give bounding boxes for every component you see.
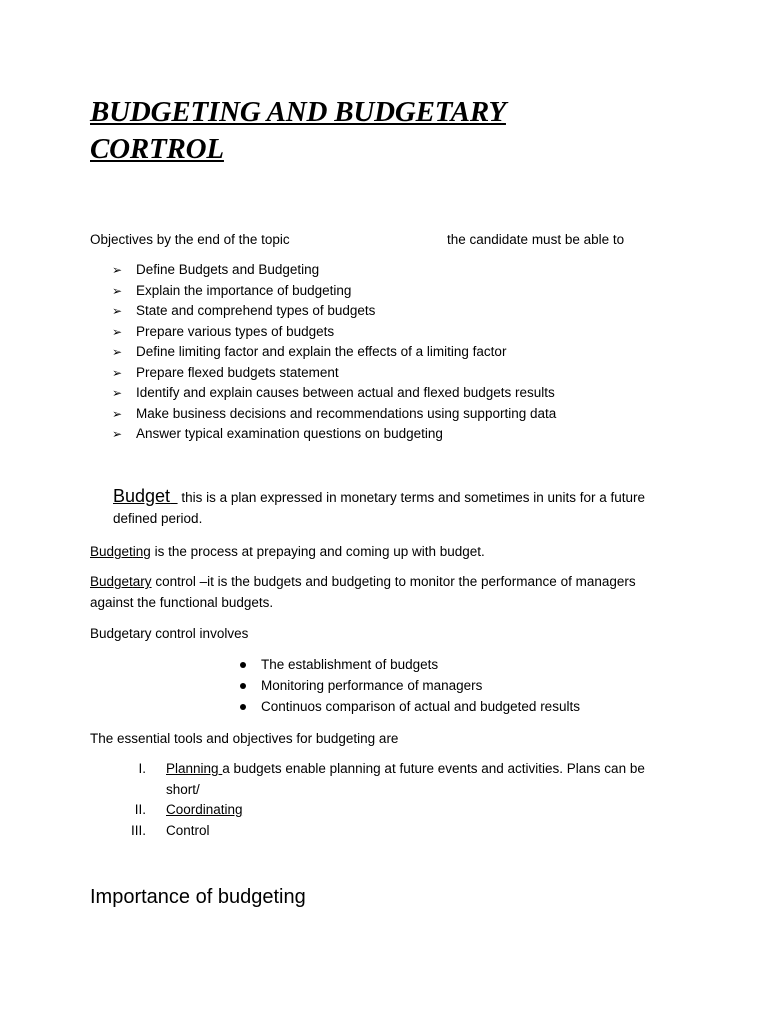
- arrowhead-bullet-icon: ➢: [112, 406, 123, 421]
- involves-list: [239, 655, 580, 718]
- round-bullet-icon: [240, 662, 246, 668]
- budgeting-term-b: ing: [132, 544, 151, 559]
- budgeting-definition: [90, 542, 670, 563]
- tool-text: Control: [166, 822, 210, 838]
- objectives-list: [112, 260, 556, 445]
- title-line-1: BUDGETING AND BUDGETARY: [90, 96, 506, 128]
- list-item: The establishment of budgets: [239, 655, 580, 676]
- list-item: Monitoring performance of managers: [239, 676, 580, 697]
- list-item: ➢ Explain the importance of budgeting: [112, 281, 556, 302]
- tools-list: [128, 759, 668, 841]
- arrowhead-bullet-icon: ➢: [112, 365, 123, 380]
- document-title: [90, 94, 506, 168]
- objectives-intro: [90, 230, 650, 250]
- arrowhead-bullet-icon: ➢: [112, 263, 123, 277]
- involves-heading: Budgetary control involves: [90, 626, 249, 641]
- budget-definition: [113, 486, 673, 529]
- tool-term: Coordinating: [166, 802, 243, 817]
- list-number: III.: [130, 822, 146, 838]
- list-item: ➢ Make business decisions and recommendations using supporting data: [112, 404, 556, 425]
- budget-term: Budget: [113, 486, 171, 506]
- title-line-2: CORTROL: [90, 133, 224, 165]
- arrowhead-bullet-icon: ➢: [112, 345, 123, 359]
- round-bullet-icon: [240, 704, 246, 710]
- arrowhead-bullet-icon: ➢: [112, 427, 123, 441]
- budgeting-definition-text: is the process at prepaying and coming up with budget.: [150, 544, 485, 559]
- list-item: ➢ State and comprehend types of budgets: [112, 301, 556, 322]
- list-item: ➢ Define Budgets and Budgeting: [112, 260, 556, 281]
- list-item: ➢ Prepare various types of budgets: [112, 322, 556, 343]
- tools-heading: The essential tools and objectives for budgeting are: [90, 731, 399, 746]
- arrowhead-bullet-icon: ➢: [112, 283, 123, 298]
- budgetary-term-b: ary: [132, 574, 152, 589]
- list-item: [128, 821, 668, 842]
- budgeting-term-a: Budget: [90, 544, 133, 559]
- tool-text: a budgets enable planning at future events and activities. Plans can be short/: [166, 761, 645, 797]
- list-item: [128, 759, 668, 800]
- list-item: [128, 800, 668, 821]
- budgetary-term-a: Budget: [90, 574, 133, 589]
- round-bullet-icon: [240, 683, 246, 689]
- objectives-intro-right: the candidate must be able to: [447, 232, 625, 247]
- budget-definition-text: this is a plan expressed in monetary terms and sometimes in units for a future defined period.: [113, 490, 646, 526]
- list-item: ➢ Prepare flexed budgets statement: [112, 363, 556, 384]
- list-item: ➢ Identify and explain causes between actual and flexed budgets results: [112, 383, 556, 404]
- objectives-intro-left: Objectives by the end of the topic: [90, 232, 290, 247]
- budgetary-control-definition: [90, 572, 670, 613]
- list-item: Continuos comparison of actual and budgeted results: [239, 697, 580, 718]
- section-heading-importance: Importance of budgeting: [90, 886, 306, 908]
- arrowhead-bullet-icon: ➢: [112, 386, 123, 400]
- list-item: ➢ Define limiting factor and explain the effects of a limiting factor: [112, 342, 556, 363]
- list-number: II.: [134, 802, 146, 817]
- budgetary-control-text: control –it is the budgets and budgeting to monitor the performance of managers against the functional budgets.: [90, 574, 636, 610]
- list-item: ➢ Answer typical examination questions on budgeting: [112, 424, 556, 445]
- tool-term: Planning: [166, 761, 223, 776]
- arrowhead-bullet-icon: ➢: [112, 304, 123, 318]
- list-number: I.: [138, 761, 146, 776]
- arrowhead-bullet-icon: ➢: [112, 324, 123, 339]
